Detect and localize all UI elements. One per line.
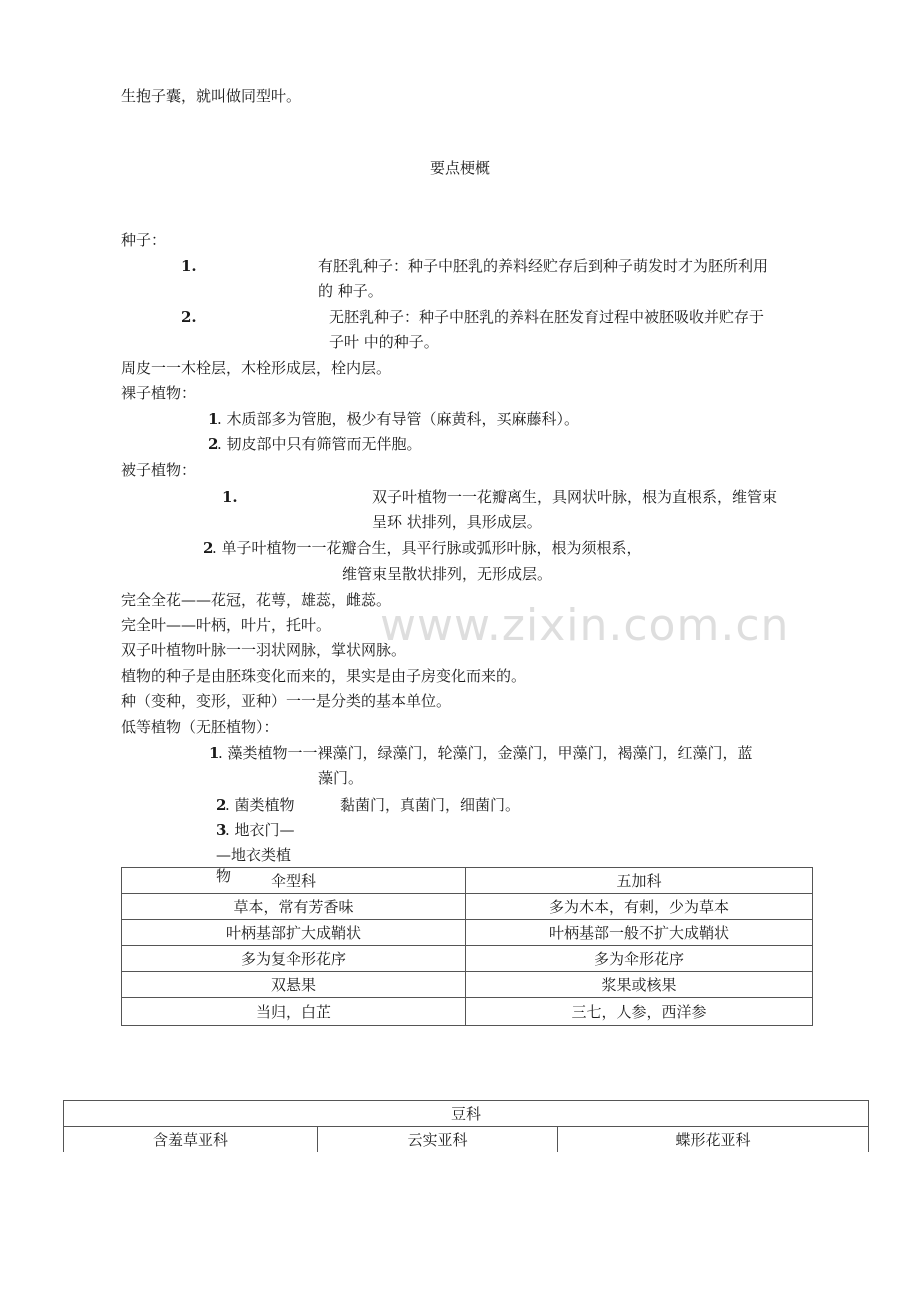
- gymno-item1-number: 1: [208, 410, 219, 428]
- table-row: [122, 894, 813, 920]
- table-title-cell: 豆科: [64, 1101, 869, 1127]
- line-seed-origin: 植物的种子是由胚珠变化而来的，果实是由子房变化而来的。: [121, 667, 527, 685]
- header-cell: 云实亚科: [318, 1127, 558, 1153]
- header-cell: 五加科: [466, 868, 813, 894]
- line-complete-leaf: 完全叶——叶柄，叶片，托叶。: [121, 616, 332, 634]
- table-cell: 双悬果: [122, 972, 466, 998]
- table-cell: 多为伞形花序: [466, 946, 813, 972]
- seed-item1-cont: 的 种子。: [318, 282, 383, 300]
- gymno-item1-text: . 木质部多为管胞，极少有导管（麻黄科，买麻藤科）。: [217, 410, 580, 428]
- lower-item3-cont: —地衣类植: [216, 846, 292, 864]
- lower-item2-text: . 菌类植物: [225, 796, 295, 814]
- angio-item1-cont: 呈环 状排列，具形成层。: [372, 513, 542, 531]
- line-complete-flower: 完全全花——花冠，花萼，雄蕊，雌蕊。: [121, 591, 392, 609]
- header-cell: 蝶形花亚科: [558, 1127, 869, 1153]
- table-cell: 多为木本，有刺，少为草本: [466, 894, 813, 920]
- angio-item2-text: . 单子叶植物一一花瓣合生，具平行脉或弧形叶脉，根为须根系，: [212, 539, 642, 557]
- table-row: [122, 946, 813, 972]
- seed-item1-number: 1.: [181, 257, 197, 275]
- gymno-item2-text: . 韧皮部中只有筛管而无伴胞。: [217, 435, 422, 453]
- table-cell: 叶柄基部一般不扩大成鞘状: [466, 920, 813, 946]
- seed-item1-text: 有胚乳种子：种子中胚乳的养料经贮存后到种子萌发时才为胚所利用: [318, 257, 769, 275]
- table-cell: 当归，白芷: [122, 998, 466, 1026]
- table-cell: 草本，常有芳香味: [122, 894, 466, 920]
- table-title-row: [64, 1101, 869, 1127]
- top-line: 生抱子囊，就叫做同型叶。: [121, 87, 302, 105]
- table-row: [122, 920, 813, 946]
- table-cell: 多为复伞形花序: [122, 946, 466, 972]
- table-cell: 三七，人参，西洋参: [466, 998, 813, 1026]
- angio-item2-number: 2: [203, 539, 214, 557]
- angio-item1-text: 双子叶植物一一花瓣离生，具网状叶脉，根为直根系，维管束: [372, 488, 778, 506]
- lower-item1-text: . 藻类植物一一裸藻门，绿藻门，轮藻门，金藻门，甲藻门，褐藻门，红藻门，蓝: [218, 744, 753, 762]
- seed-item2-number: 2.: [181, 308, 197, 326]
- comparison-table-apiaceae-araliaceae: [121, 867, 813, 1026]
- page-title: 要点梗概: [430, 159, 491, 177]
- line-lower-plants: 低等植物（无胚植物）：: [121, 718, 279, 736]
- table-row: [122, 998, 813, 1026]
- header-cell: 含羞草亚科: [64, 1127, 318, 1153]
- lower-item3-cont2: 物: [216, 867, 232, 885]
- lower-item2-members: 黏菌门，真菌门，细菌门。: [340, 796, 521, 814]
- periderm-line: 周皮一一木栓层，木栓形成层，栓内层。: [121, 359, 392, 377]
- table-row: [122, 972, 813, 998]
- line-species: 种（变种，变形，亚种）一一是分类的基本单位。: [121, 692, 452, 710]
- table-cell: 叶柄基部扩大成鞘状: [122, 920, 466, 946]
- watermark: www.zixin.com.cn: [380, 600, 790, 651]
- angio-item2-cont: 维管束呈散状排列，无形成层。: [342, 565, 553, 583]
- lower-item2-number: 2: [216, 796, 227, 814]
- angio-heading: 被子植物：: [121, 461, 197, 479]
- table-cell: 浆果或核果: [466, 972, 813, 998]
- seed-heading: 种子：: [121, 231, 167, 249]
- lower-item3-text: . 地衣门—: [225, 821, 295, 839]
- lower-item1-number: 1: [209, 744, 220, 762]
- lower-item1-cont: 藻门。: [318, 769, 364, 787]
- header-cell: 伞型科: [122, 868, 466, 894]
- fabaceae-table: [63, 1100, 869, 1152]
- line-dicot-venation: 双子叶植物叶脉一一羽状网脉，掌状网脉。: [121, 641, 407, 659]
- angio-item1-number: 1.: [222, 488, 238, 506]
- gymno-item2-number: 2: [208, 435, 219, 453]
- gymno-heading: 裸子植物：: [121, 384, 197, 402]
- seed-item2-cont: 子叶 中的种子。: [329, 333, 439, 351]
- seed-item2-text: 无胚乳种子：种子中胚乳的养料在胚发育过程中被胚吸收并贮存于: [329, 308, 765, 326]
- table-header-row: [64, 1127, 869, 1153]
- lower-item3-number: 3: [216, 821, 227, 839]
